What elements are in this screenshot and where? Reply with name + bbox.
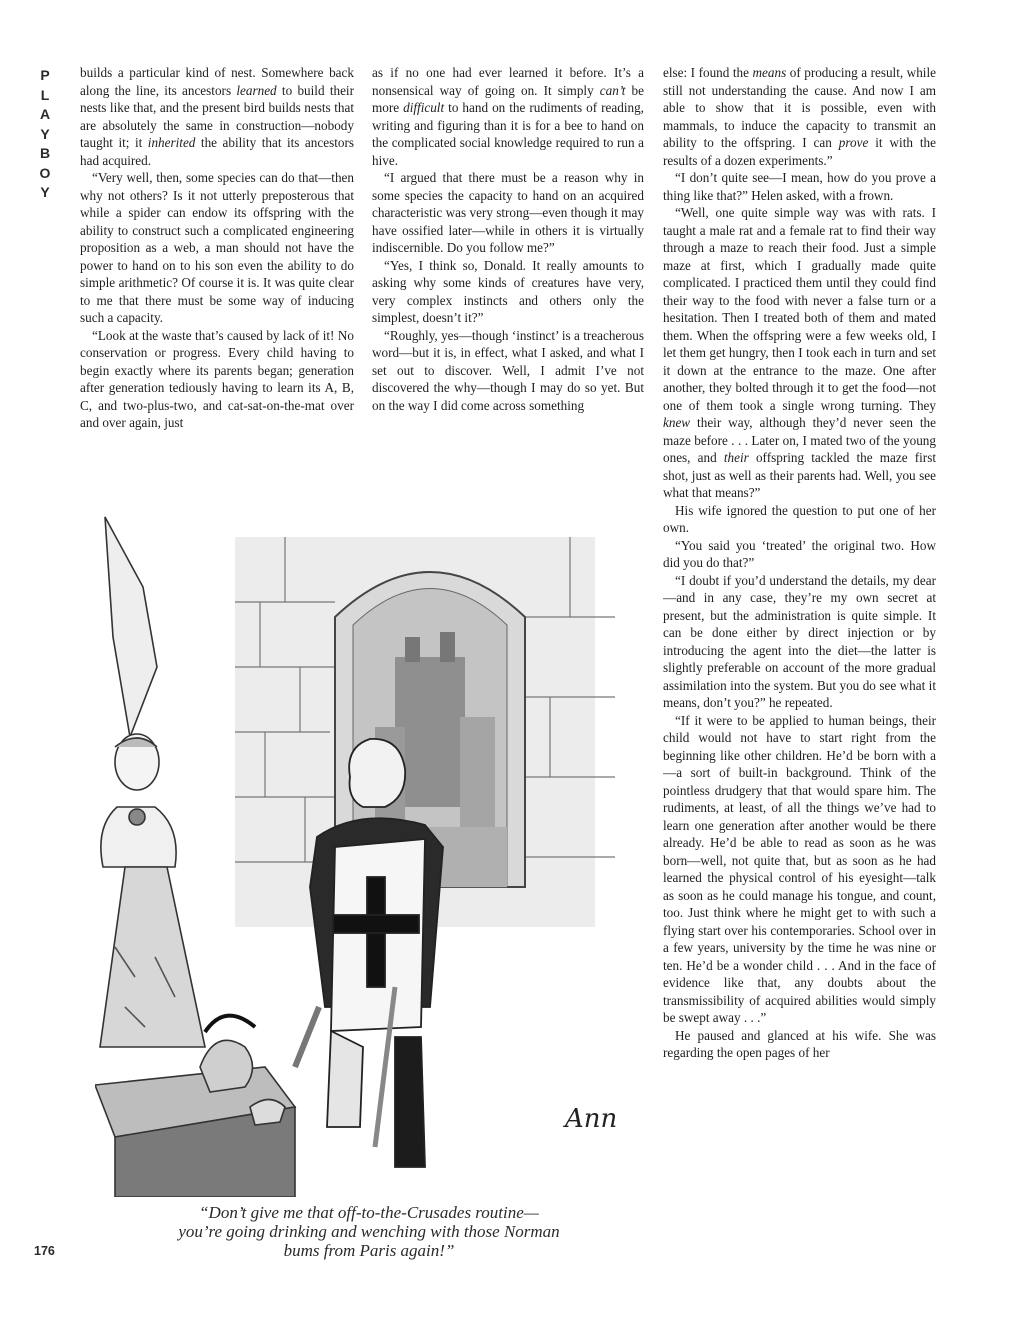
- paragraph: [80, 64, 354, 169]
- paragraph: [663, 169, 936, 204]
- emphasis-text: means: [752, 65, 787, 80]
- paragraph: [663, 204, 936, 502]
- paragraph: [372, 64, 644, 169]
- paragraph: [663, 1027, 936, 1062]
- masthead-letter: A: [39, 106, 51, 122]
- body-text: of producing a result, while still not understanding the cause. And now I am able to show that it is possible, even with mammals, to induce the capacity to transmit an ability to the offspring. I can: [663, 65, 936, 150]
- paragraph: [372, 327, 644, 415]
- masthead-letter: Y: [40, 184, 50, 200]
- emphasis-text: inherited: [147, 135, 196, 150]
- body-text: else: I found the: [663, 65, 753, 80]
- emphasis-text: difficult: [403, 100, 445, 115]
- paragraph: [663, 64, 936, 169]
- emphasis-text: their: [723, 450, 749, 465]
- masthead-letter: P: [40, 67, 50, 83]
- body-text: “I argued that there must be a reason why in some species the capacity to hand on an acquired characteristic was very strong—even though it may have ossified later—while in others it is virtually indiscernible. Do you follow me?”: [372, 170, 644, 255]
- body-text: “You said you ‘treated’ the original two. How did you do that?”: [663, 537, 936, 570]
- cartoon-caption: [104, 1203, 634, 1260]
- body-text: offspring tackled the maze first shot, just as well as their parents had. Well, you see what that means?”: [663, 450, 936, 500]
- body-text: “I doubt if you’d understand the details, my dear—and in any case, they’re my own secret at present, but the administration is quite simple. It can be done either by direct injection or by introducing the agent into the diet—the latter is slightly preferable on account of the more gradual assimilation into the system. But you do see what it means, don’t you?” he repeated.: [663, 572, 936, 710]
- lady-figure: [100, 517, 205, 1047]
- paragraph: [80, 327, 354, 432]
- paragraph: [663, 572, 936, 712]
- article-column-3: [663, 64, 936, 1286]
- emphasis-text: can’t: [599, 82, 626, 98]
- cartoon-illustration: [95, 507, 640, 1197]
- paragraph: [663, 712, 936, 1027]
- body-text: be more: [372, 82, 644, 115]
- paragraph: [372, 169, 644, 257]
- paragraph: [663, 537, 936, 572]
- body-text: “If it were to be applied to human beings, their child would not have to start right from the beginning like other children. He’d be born with a—a sort of built-in background. Think of the pointless drudgery that that would spare him. The rudiments, at least, of all the things we’ve had to learn one generation after another would be there already. He’d be able to read as soon as he was born—well, not quite that, but as soon as he had learned the physical control of his eyesight—talk as soon as he could manage his tongue, and count, too. Just think where he might get to with such a flying start over his contemporaries. School over in a few years, university by the time he was nine or ten. He’d be a wonder child . . . And in the face of evidence like that, any doubts about the transmissibility of acquired abilities would simply be swept away . . .”: [663, 712, 936, 1025]
- page-number: 176: [34, 1244, 55, 1258]
- body-text: as if no one had ever learned it before. It’s a nonsensical way of going on. It simply: [372, 65, 644, 98]
- paragraph: [80, 169, 354, 327]
- body-text: His wife ignored the question to put one of her own.: [663, 502, 936, 535]
- emphasis-text: knew: [663, 415, 691, 430]
- caption-line: “Don’t give me that off-to-the-Crusades routine—: [199, 1203, 539, 1222]
- masthead: [30, 66, 60, 203]
- article-column-1: [80, 64, 354, 496]
- masthead-letter: Y: [40, 125, 50, 142]
- body-text: their way, although they’d never seen the maze before . . . Later on, I mated two of the young ones, and: [663, 415, 936, 465]
- body-text: the ability that its ancestors had acquired.: [80, 135, 354, 168]
- body-text: it with the results of a dozen experiments.”: [663, 135, 936, 168]
- emphasis-text: learned: [236, 82, 277, 98]
- masthead-letter: L: [40, 86, 50, 103]
- artist-signature: Ann: [565, 1104, 618, 1134]
- body-text: “Look at the waste that’s caused by lack of it! No conservation or progress. Every child having to begin exactly where its parents began; generation after generation tediously having to learn its A, B, C, and two-plus-two, and cat-sat-on-the-mat over and over again, just: [80, 327, 354, 430]
- article-column-2: [372, 64, 644, 496]
- masthead-letter: O: [39, 164, 51, 181]
- caption-line: you’re going drinking and wenching with those Norman: [178, 1222, 560, 1241]
- masthead-letter: B: [39, 145, 51, 161]
- body-text: “I don’t quite see—I mean, how do you prove a thing like that?” Helen asked, with a frown.: [663, 170, 936, 203]
- body-text: “Very well, then, some species can do that—then why not others? Is it not utterly preposterous that while a spider can endow its offspring with the ability to construct such a complicated engineering proposition as a web, a man should not have the power to hand on to his son even the ability to do simple arithmetic? Of course it is. It was quite clear to me that there must be some way of inducing such a capacity.: [80, 170, 354, 325]
- body-text: to hand on the rudiments of reading, writing and figuring than it is for a bee to hand on the complicated social knowledge required to run a hive.: [372, 100, 644, 168]
- body-text: “Yes, I think so, Donald. It really amounts to asking why some kinds of creatures have very, very complex instincts and others only the simplest, doesn’t it?”: [372, 257, 644, 325]
- body-text: builds a particular kind of nest. Somewhere back along the line, its ancestors: [80, 65, 354, 98]
- body-text: “Well, one quite simple way was with rats. I taught a male rat and a female rat to find their way through a maze to reach their food. Just a simple maze at first, which I gradually made quite complicated. I practiced them until they could find their way to the food with never a false turn or a hesitation. Then I treated both of them and mated them. When the offspring were a few weeks old, I let them get hungry, then I took each in turn and set it down at the entrance to the maze. One after another, they bolted through it to get the food—not one of them took a single wrong turning. They: [663, 205, 936, 413]
- paragraph: [372, 257, 644, 327]
- body-text: to build their nests like that, and the present bird builds nests that are absolutely the same in construction—nobody taught it; it: [80, 82, 354, 150]
- caption-line: bums from Paris again!”: [283, 1241, 455, 1260]
- body-text: He paused and glanced at his wife. She was regarding the open pages of her: [663, 1027, 936, 1060]
- paragraph: [663, 502, 936, 537]
- body-text: “Roughly, yes—though ‘instinct’ is a treacherous word—but it is, in effect, what I asked, and what I set out to discover. Well, I admit I’ve not discovered the why—though I may do so yet. But on the way I did come across something: [372, 327, 644, 413]
- emphasis-text: prove: [838, 135, 869, 150]
